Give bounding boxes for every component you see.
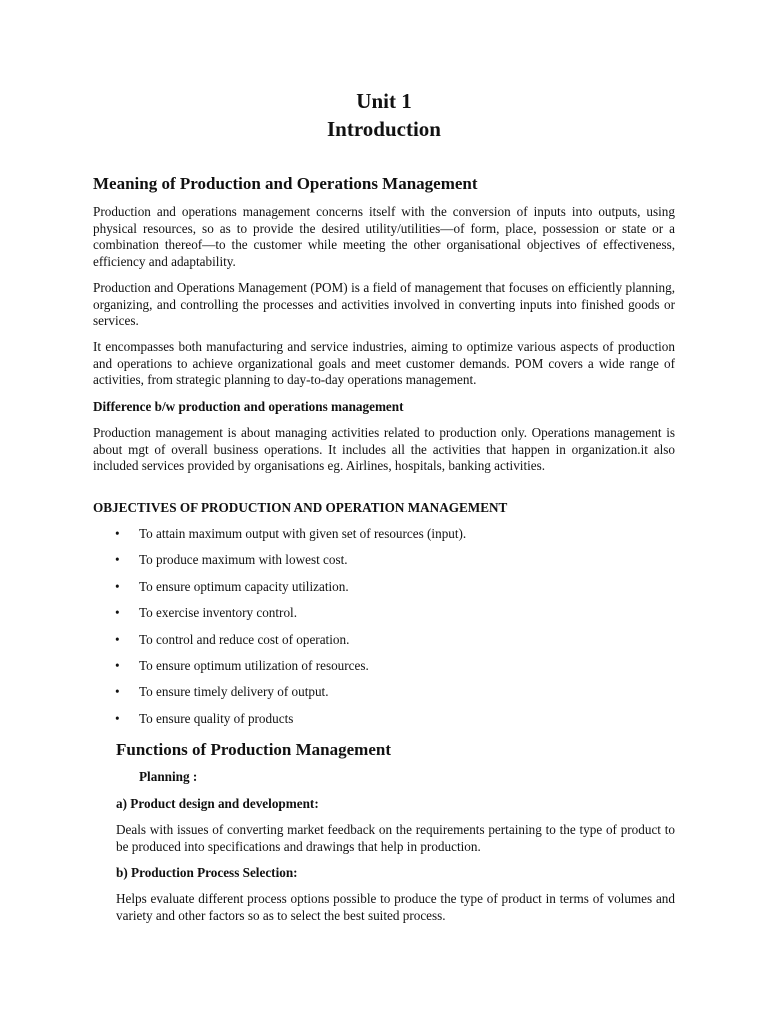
list-item bbox=[93, 605, 675, 631]
bullet-icon: • bbox=[115, 526, 120, 541]
bullet-icon: • bbox=[115, 605, 120, 621]
list-item bbox=[93, 684, 675, 710]
bullet-icon: • bbox=[115, 578, 120, 594]
unit-title: Unit 1 bbox=[356, 89, 412, 113]
list-item-text: To ensure optimum capacity utilization. bbox=[139, 578, 349, 594]
list-item-text: To control and reduce cost of operation. bbox=[139, 631, 350, 647]
paragraph-scope: It encompasses both manufacturing and service industries, aiming to optimize various aspects of production and operations to achieve organizational goals and meet customer demands. POM covers a wide range of activities, from strategic planning to day-to-day operations management. bbox=[93, 339, 675, 388]
objectives-list bbox=[93, 526, 675, 737]
list-item bbox=[93, 526, 675, 552]
list-item-text: To ensure optimum utilization of resources. bbox=[139, 657, 369, 673]
objectives-heading: OBJECTIVES OF PRODUCTION AND OPERATION MANAGEMENT bbox=[93, 500, 508, 515]
section-heading-meaning: Meaning of Production and Operations Management bbox=[93, 174, 478, 193]
list-item bbox=[93, 579, 675, 605]
bullet-icon: • bbox=[115, 710, 120, 726]
process-selection-heading: b) Production Process Selection: bbox=[116, 865, 298, 880]
list-item-text: To ensure quality of products bbox=[139, 710, 294, 726]
functions-heading: Functions of Production Management bbox=[116, 740, 391, 759]
process-selection-paragraph: Helps evaluate different process options possible to produce the type of product in terms of volumes and variety and other factors so as to select the best suited process. bbox=[116, 891, 675, 923]
bullet-icon: • bbox=[115, 631, 120, 647]
bullet-icon: • bbox=[115, 552, 120, 568]
list-item bbox=[93, 552, 675, 578]
list-item bbox=[93, 632, 675, 658]
difference-heading: Difference b/w production and operations management bbox=[93, 399, 404, 414]
difference-paragraph: Production management is about managing activities related to production only. Operations management is about mgt of overall business operations. It includes all the activities that happen in organization.it also included services provided by organisations eg. Airlines, hospitals, banking activities. bbox=[93, 425, 675, 474]
bullet-icon: • bbox=[115, 684, 120, 700]
bullet-icon: • bbox=[115, 657, 120, 673]
list-item-text: To exercise inventory control. bbox=[139, 605, 298, 621]
list-item-text: To produce maximum with lowest cost. bbox=[139, 552, 348, 568]
product-design-paragraph: Deals with issues of converting market feedback on the requirements pertaining to the type of product to be produced into specifications and drawings that help in production. bbox=[116, 822, 675, 854]
list-item bbox=[93, 658, 675, 684]
page-title: Introduction bbox=[327, 117, 441, 141]
paragraph-definition: Production and operations management concerns itself with the conversion of inputs into outputs, using physical resources, so as to provide the desired utility/utilities—of form, place, possession or state or a combination thereof—to the customer while meeting the other organisational objectives of effectiveness, efficiency and adaptability. bbox=[93, 204, 675, 269]
list-item-text: To ensure timely delivery of output. bbox=[139, 684, 329, 700]
planning-heading: Planning : bbox=[139, 769, 198, 784]
product-design-heading: a) Product design and development: bbox=[116, 796, 319, 811]
paragraph-pom: Production and Operations Management (POM) is a field of management that focuses on efficiently planning, organizing, and controlling the processes and activities involved in converting inputs into finished goods or services. bbox=[93, 280, 675, 329]
list-item bbox=[93, 711, 675, 737]
list-item-text: To attain maximum output with given set of resources (input). bbox=[139, 526, 467, 541]
